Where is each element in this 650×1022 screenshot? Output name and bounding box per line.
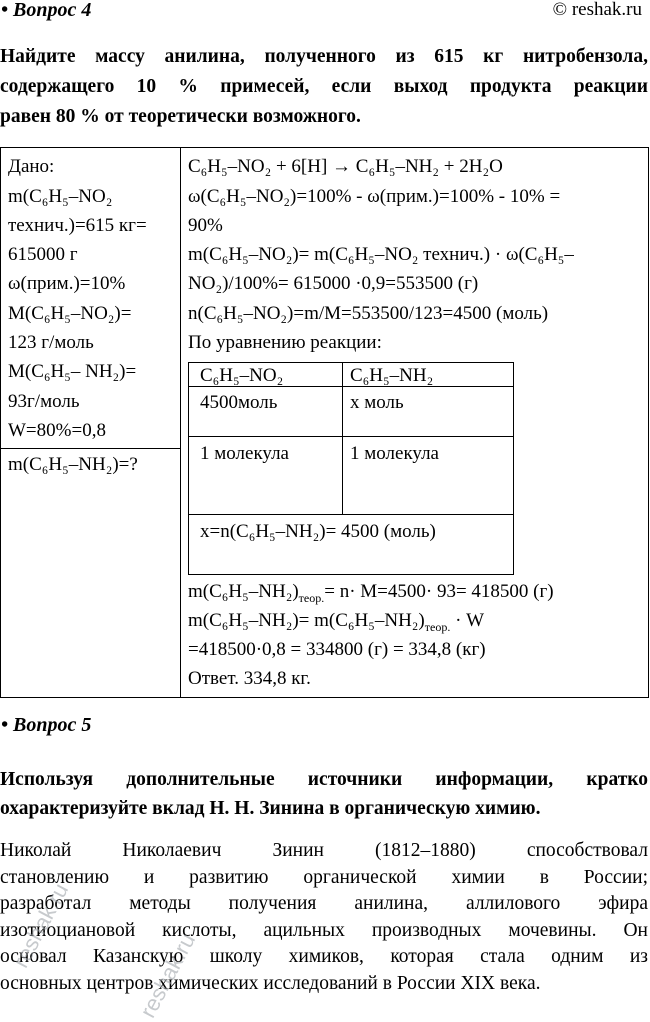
question-4-label: • Вопрос 4: [1, 0, 92, 21]
inner-row-divider: [188, 514, 514, 515]
solution-line: ω(C₆H₅–NO₂)=100% - ω(прим.)=100% - 10% =: [188, 186, 561, 207]
paragraph-line: основных центров химических исследований в России XIX века.: [0, 972, 541, 994]
paragraph-line: разработал методы получения анилина, аллилового эфира: [0, 893, 648, 914]
given-line: W=80%=0,8: [8, 420, 106, 441]
solution-line: 90%: [188, 215, 223, 236]
given-line: 123 г/моль: [8, 332, 94, 353]
given-line: ω(прим.)=10%: [8, 273, 126, 294]
given-line: m(C₆H₅–NO₂: [8, 186, 113, 207]
solution-line: NO₂)/100%= 615000 ·0,9=553500 (г): [188, 273, 479, 294]
table-border-top: [0, 147, 649, 148]
page-header: [0, 0, 650, 26]
site-credit: © reshak.ru: [552, 0, 642, 20]
watermark: reshak.ru: [135, 929, 201, 1022]
paragraph-line: основал Казанскую школу химиков, которая стала одним из: [0, 946, 648, 967]
answer-line: Ответ. 334,8 кг.: [188, 668, 311, 689]
result-line: =418500·0,8 = 334800 (г) = 334,8 (кг): [188, 639, 486, 660]
inner-border-left: [188, 362, 189, 575]
given-line: M(C₆H₅–NO₂)=: [8, 303, 132, 324]
task-line: Найдите массу анилина, полученного из 615 кг нитробензола,: [0, 46, 648, 67]
inner-border-top: [188, 362, 514, 363]
paragraph-line: изотиоциановой кислоты, ацильных производных мочевины. Он: [0, 919, 648, 941]
question-4-task: [0, 42, 648, 132]
inner-cell: x моль: [350, 392, 404, 413]
answer-paragraph: [0, 838, 648, 997]
table-border-right: [648, 147, 649, 698]
question-5-task: [0, 765, 648, 823]
given-line: Дано:: [8, 156, 55, 177]
watermark: reshak.ru: [8, 879, 74, 972]
find-line: m(C₆H₅–NH₂)=?: [8, 454, 138, 475]
theoretical-mass-line: $m(C_6H_5-NH_2)_{теор.}= n\cdot M=4500\cdot 93= 418500$ (г): [188, 581, 554, 605]
inner-cell: 4500моль: [200, 392, 278, 413]
task-line: равен 80 % от теоретически возможного.: [0, 106, 361, 127]
paragraph-line: Николай Николаевич Зинин (1812–1880) способствовал: [0, 840, 648, 861]
given-line: технич.)=615 кг=: [8, 215, 147, 236]
solution-line: По уравнению реакции:: [188, 332, 382, 353]
table-border-bottom: [0, 697, 649, 698]
task-line: Используя дополнительные источники информации, кратко: [0, 769, 648, 790]
given-line: 615000 г: [8, 244, 78, 265]
inner-header-product: C₆H₅–NH₂: [350, 365, 434, 386]
practical-mass-line: $m(C_6H_5-NH_2)= m(C_6H_5-NH_2)_{теор.} \cdot W$: [188, 610, 485, 634]
paragraph-line: становлению и развитию органической химии в России;: [0, 866, 648, 888]
inner-header-reactant: C₆H₅–NO₂: [200, 365, 284, 386]
inner-col-divider: [342, 362, 343, 515]
given-line: M(C₆H₅– NH₂)=: [8, 361, 137, 382]
inner-border-bottom: [188, 574, 514, 575]
inner-cell: 1 молекула: [200, 443, 289, 464]
task-line: охарактеризуйте вклад Н. Н. Зинина в органическую химию.: [0, 798, 541, 819]
inner-border-right: [513, 362, 514, 575]
inner-result: x=n(C₆H₅–NH₂)= 4500 (моль): [200, 521, 436, 542]
solution-line: n(C₆H₅–NO₂)=m/M=553500/123=4500 (моль): [188, 303, 549, 324]
given-find-divider: [0, 448, 181, 449]
solution-line: m(C₆H₅–NO₂)= m(C₆H₅–NO₂ технич.) · ω(C₆H₅–: [188, 244, 574, 265]
question-5-label: • Вопрос 5: [1, 714, 92, 736]
table-divider: [180, 147, 181, 698]
inner-row-divider: [188, 436, 514, 437]
equation-line: C₆H₅–NO₂ + 6[H] → C₆H₅–NH₂ + 2H₂O: [188, 156, 503, 177]
table-border-left: [0, 147, 1, 698]
given-line: 93г/моль: [8, 391, 80, 412]
task-line: содержащего 10 % примесей, если выход продукта реакции: [0, 76, 648, 97]
inner-cell: 1 молекула: [350, 443, 439, 464]
